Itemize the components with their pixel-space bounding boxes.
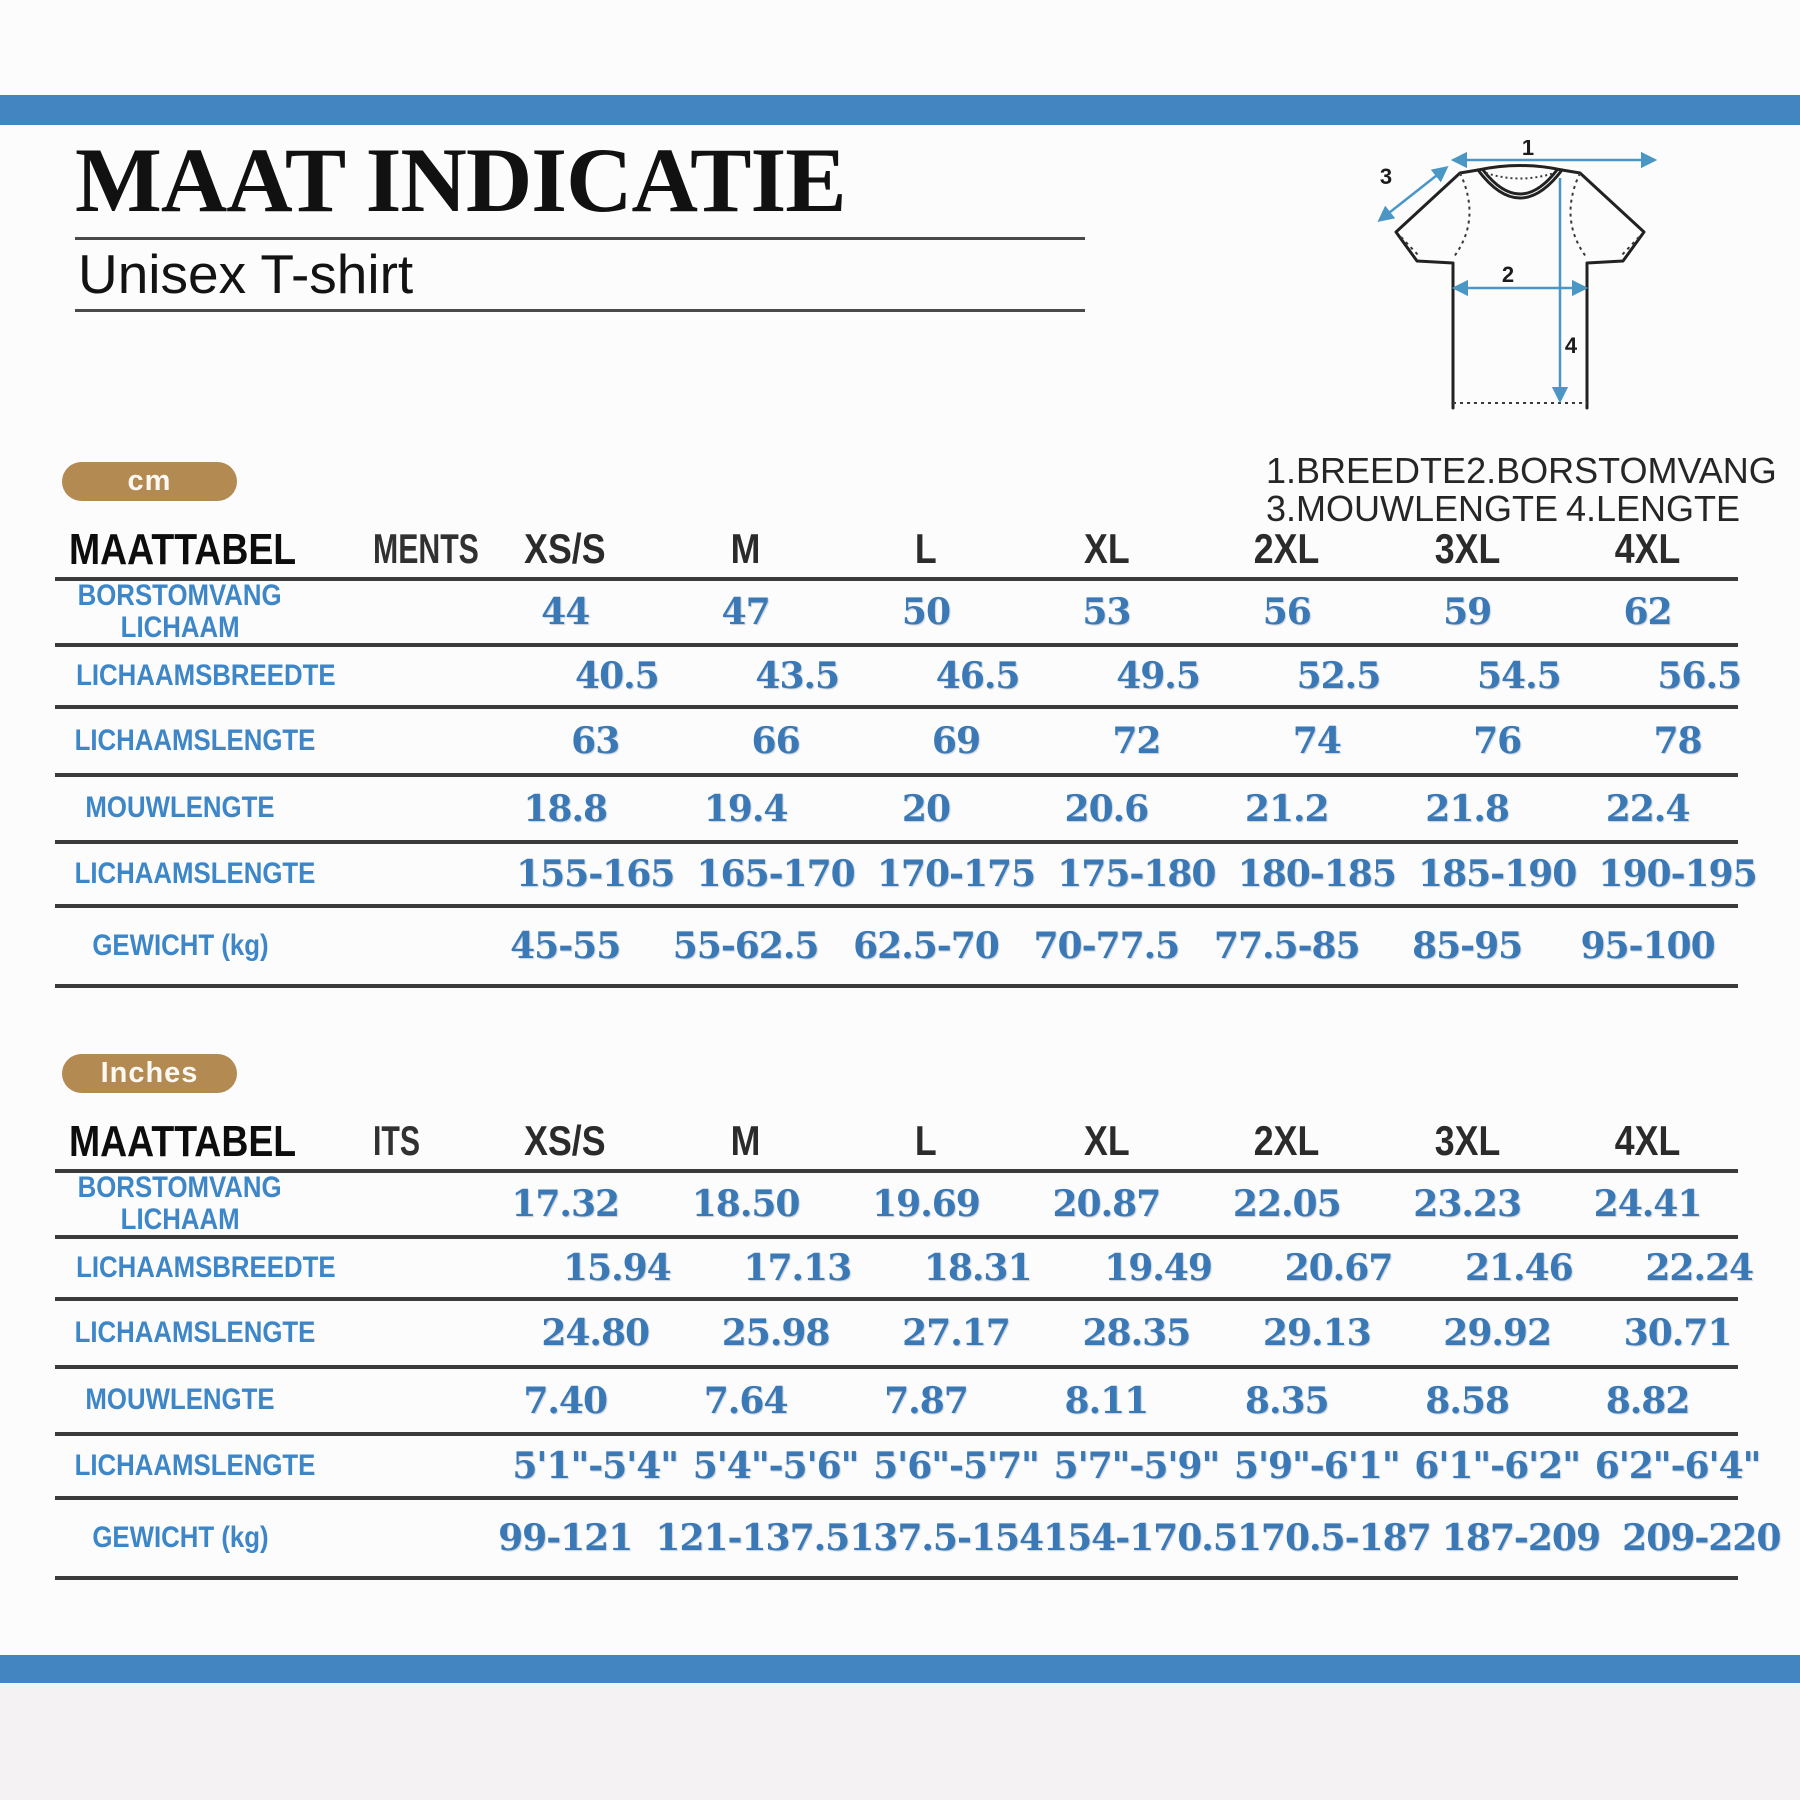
cell-value: 19.49 [1104,1247,1212,1289]
arrow-label-1: 1 [1521,140,1535,160]
arrow-label-4: 4 [1564,333,1578,358]
row-label [55,908,475,984]
size-column-header [1197,525,1377,577]
cell-value: 22.4 [1605,787,1690,830]
table-corner-label [55,1117,475,1169]
cell-value: 5'6"-5'7" [873,1445,1039,1487]
cell-value: 5'1"-5'4" [512,1445,679,1487]
row-label-line: GEWICHT (kg) [91,1520,269,1554]
cell-value: 18.50 [691,1183,800,1225]
cell-value: 62 [1623,591,1672,633]
size-column-text: XS/S [524,1117,606,1164]
size-column-header [475,1117,655,1169]
size-column-text: M [730,525,761,572]
cell-value: 8.58 [1425,1379,1509,1422]
row-label-line: BORSTOMVANG [77,1170,283,1204]
cell-value: 19.69 [872,1183,980,1225]
cell-value: 20.6 [1064,787,1149,830]
cell-value: 50 [901,591,951,633]
cell-value: 47 [721,591,770,633]
table-row [55,647,1742,709]
cell-value: 54.5 [1476,655,1561,697]
size-column-header [1016,525,1196,577]
table-corner-label [55,525,479,577]
legend-item-breedte: 1.BREEDTE [1266,450,1467,491]
cell-value: 99-121 [498,1517,633,1559]
top-accent-bar [0,95,1800,125]
cell-value: 7.40 [523,1379,608,1422]
table-row [55,844,1757,908]
row-label-line: LICHAAMSLENGTE [74,1448,316,1482]
cell-value: 19.4 [703,787,788,830]
cell-value: 155-165 [516,853,675,895]
row-label [55,1239,527,1297]
cell-value: 6'2"-6'4" [1594,1445,1761,1487]
page-title: MAAT INDICATIE [75,129,846,231]
cell-value: 44 [541,591,590,633]
subtitle-divider [75,309,1085,312]
cell-value: 121-137.5 [655,1517,850,1559]
row-label [55,709,505,773]
size-column-text: L [915,1117,937,1164]
row-label-line: LICHAAMSLENGTE [74,723,316,757]
cell-value: 7.64 [703,1379,788,1422]
table-corner-text: MAATTABEL [69,525,297,574]
cell-value: 20.87 [1052,1183,1161,1225]
cell-value: 5'9"-6'1" [1233,1445,1400,1487]
size-column-text: 4XL [1614,525,1681,572]
cell-value: 15.94 [563,1247,671,1289]
size-column-header [1197,1117,1377,1169]
size-column-header [1016,1117,1196,1169]
arrow-label-3: 3 [1379,164,1393,189]
table-row [55,1301,1738,1369]
arrow-label-2: 2 [1501,262,1515,287]
table-row [55,1239,1754,1301]
size-table-cm [55,525,1757,988]
cell-value: 62.5-70 [853,925,999,967]
table-row [55,777,1738,844]
cell-value: 95-100 [1580,925,1715,967]
cell-value: 18.8 [523,787,608,830]
cell-value: 24.41 [1593,1183,1702,1225]
size-table-inches [55,1117,1781,1580]
cell-value: 175-180 [1057,853,1216,895]
cell-value: 180-185 [1237,853,1396,895]
size-column-header [1377,1117,1557,1169]
cell-value: 27.17 [902,1312,1010,1354]
bottom-strip [0,1683,1800,1800]
cell-value: 24.80 [541,1312,650,1354]
cell-value: 17.32 [511,1183,620,1225]
measurements-ghost-label: ITS [373,1117,421,1164]
cell-value: 21.46 [1464,1247,1573,1289]
cell-value: 43.5 [755,655,840,697]
cell-value: 8.82 [1605,1379,1690,1422]
cell-value: 72 [1112,720,1161,762]
size-column-text: 2XL [1254,1117,1320,1164]
bottom-accent-bar [0,1655,1800,1683]
cell-value: 85-95 [1412,925,1523,967]
size-column-header [1557,525,1737,577]
title-divider [75,237,1085,240]
size-column-text: XL [1083,1117,1130,1164]
row-label [55,1369,475,1432]
row-label-line: LICHAAMSLENGTE [74,1315,316,1349]
row-label-line: LICHAAM [120,611,240,644]
measurements-ghost-label: MENTS [373,525,479,572]
table-corner-text: MAATTABEL [69,1117,297,1166]
cell-value: 21.2 [1244,787,1329,830]
unit-badge-label: cm [127,465,172,497]
size-column-header [836,1117,1016,1169]
row-label [55,647,527,705]
cell-value: 5'7"-5'9" [1053,1445,1220,1487]
cell-value: 187-209 [1441,1517,1601,1559]
cell-value: 137.5-154 [849,1517,1044,1559]
cell-value: 190-195 [1598,853,1757,895]
size-column-header [1377,525,1557,577]
table-header-row [55,1117,1738,1173]
size-column-text: 3XL [1434,525,1500,572]
cell-value: 209-220 [1622,1517,1781,1559]
cell-value: 5'4"-5'6" [692,1445,859,1487]
cell-value: 55-62.5 [672,925,819,967]
unit-badge-cm [62,462,237,501]
row-label [55,844,505,904]
row-label-line: GEWICHT (kg) [91,928,269,962]
cell-value: 46.5 [935,655,1020,697]
cell-value: 74 [1292,720,1341,762]
cell-value: 28.35 [1082,1312,1191,1354]
cell-value: 56.5 [1657,655,1742,697]
size-column-text: L [915,525,937,572]
table-row [55,578,1738,647]
tshirt-measurement-diagram [1360,140,1720,430]
table-row [55,709,1738,777]
row-label [55,777,475,840]
row-label-line: LICHAAM [120,1203,240,1236]
size-column-text: 3XL [1434,1117,1500,1164]
cell-value: 30.71 [1623,1312,1732,1354]
row-label [55,578,475,644]
cell-value: 29.92 [1443,1312,1552,1354]
size-column-header [655,525,835,577]
unit-badge-inches [62,1054,237,1093]
size-column-header [475,525,655,577]
cell-value: 59 [1443,591,1492,633]
cell-value: 66 [751,720,800,762]
cell-value: 22.05 [1232,1183,1341,1225]
row-label-line: LICHAAMSBREEDTE [76,658,336,692]
size-column-text: XS/S [524,525,606,572]
legend-row [1266,487,1740,529]
size-column-header [836,525,1016,577]
cell-value: 23.23 [1413,1183,1522,1225]
cell-value: 185-190 [1418,853,1577,895]
cell-value: 8.11 [1064,1379,1149,1422]
cell-value: 29.13 [1262,1312,1371,1354]
cell-value: 45-55 [510,925,621,967]
legend-row [1266,450,1777,491]
cell-value: 25.98 [721,1312,830,1354]
cell-value: 21.8 [1425,787,1509,830]
cell-value: 154-170.5 [1043,1517,1237,1559]
cell-value: 20.67 [1284,1247,1393,1289]
cell-value: 22.24 [1645,1247,1754,1289]
size-column-header [1557,1117,1737,1169]
row-label [55,1436,505,1496]
legend-item-lengte: 4.LENGTE [1565,487,1740,529]
table-row [55,908,1738,988]
legend-item-mouwlengte: 3.MOUWLENGTE [1266,487,1559,529]
size-column-header [655,1117,835,1169]
cell-value: 77.5-85 [1213,925,1360,967]
cell-value: 170-175 [876,853,1036,895]
page-subtitle: Unisex T-shirt [78,243,414,305]
table-row [55,1500,1781,1580]
row-label-line: BORSTOMVANG [77,578,283,612]
cell-value: 49.5 [1116,655,1200,697]
size-column-text: 2XL [1254,525,1320,572]
cell-value: 165-170 [696,853,855,895]
cell-value: 63 [571,720,620,762]
table-row [55,1369,1738,1436]
cell-value: 7.87 [884,1379,968,1422]
row-label-line: LICHAAMSLENGTE [74,856,316,890]
cell-value: 56 [1262,591,1311,633]
cell-value: 53 [1082,591,1131,633]
cell-value: 69 [931,720,981,762]
table-row [55,1170,1738,1239]
cell-value: 52.5 [1296,655,1381,697]
legend-item-borstomvang: 2.BORSTOMVANG [1466,450,1777,491]
cell-value: 6'1"-6'2" [1414,1445,1580,1487]
table-row [55,1436,1761,1500]
cell-value: 78 [1653,720,1702,762]
cell-value: 40.5 [575,655,659,697]
row-label [55,1301,505,1365]
cell-value: 8.35 [1244,1379,1329,1422]
measurement-legend [1266,450,1777,529]
measurement-arrows [1380,160,1654,400]
cell-value: 18.31 [923,1247,1032,1289]
size-column-text: M [730,1117,761,1164]
row-label-line: MOUWLENGTE [85,791,275,825]
row-label-line: MOUWLENGTE [85,1383,275,1417]
cell-value: 70-77.5 [1033,925,1180,967]
row-label [55,1170,475,1236]
cell-value: 170.5-187 [1236,1517,1431,1559]
cell-value: 20 [901,787,951,830]
cell-value: 76 [1473,720,1522,762]
unit-badge-label: Inches [100,1057,199,1089]
size-column-text: 4XL [1614,1117,1681,1164]
row-label [55,1500,475,1576]
table-header-row [55,525,1738,581]
row-label-line: LICHAAMSBREEDTE [76,1250,336,1284]
size-column-text: XL [1083,525,1130,572]
cell-value: 17.13 [743,1247,852,1289]
